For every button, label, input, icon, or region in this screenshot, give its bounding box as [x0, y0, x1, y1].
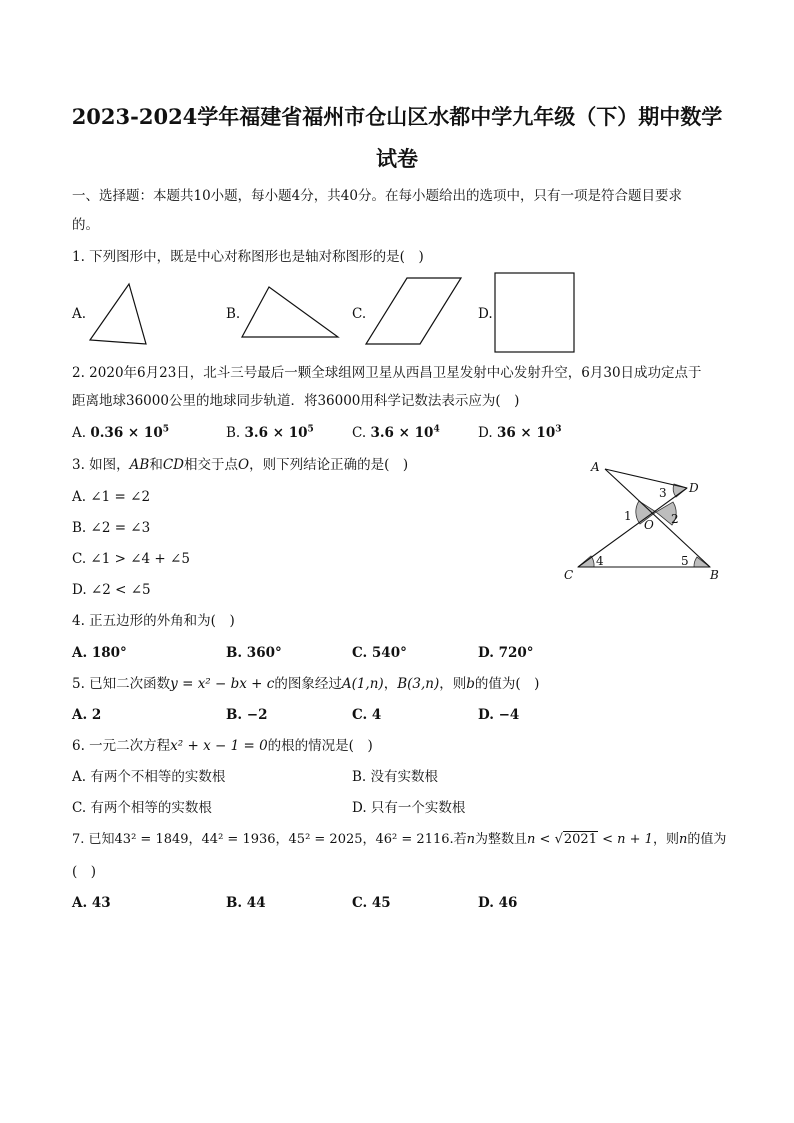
q7-stem-cont: ( ) [72, 864, 97, 880]
q6-stem: 6. 一元二次方程x² + x − 1 = 0的根的情况是( ) [72, 738, 373, 754]
q4-option-a[interactable]: A. 180° [72, 645, 127, 661]
q3-option-d[interactable]: D. ∠2 < ∠5 [72, 582, 151, 598]
q6-option-d[interactable]: D. 只有一个实数根 [352, 800, 466, 816]
q2-option-d[interactable]: D. $36 \times 10^3$ [478, 424, 562, 441]
label-c: C [564, 568, 574, 582]
q5-option-a[interactable]: A. 2 [72, 707, 102, 723]
q6-option-b[interactable]: B. 没有实数根 [352, 769, 439, 785]
label-o: O [644, 518, 654, 532]
label-angle-1: 1 [624, 509, 632, 523]
q1-stem: 1. 下列图形中，既是中心对称图形也是轴对称图形的是( ) [72, 249, 424, 265]
q1-option-b[interactable]: B. [226, 306, 241, 322]
q5-option-d[interactable]: D. −4 [478, 707, 520, 723]
q2-option-a[interactable]: A. $0.36 \times 10^5$ [72, 424, 169, 441]
label-b: B [710, 568, 719, 582]
q2-stem: 2. 2020年6月23日，北斗三号最后一颗全球组网卫星从西昌卫星发射中心发射升空，6月30日成功定点于 [72, 365, 702, 381]
segment-cd [578, 488, 687, 567]
q7-option-b[interactable]: B. 44 [226, 895, 266, 911]
q1-square-figure [494, 272, 576, 354]
q1-option-c[interactable]: C. [352, 306, 367, 322]
q5-option-b[interactable]: B. −2 [226, 707, 268, 723]
q4-option-c[interactable]: C. 540° [352, 645, 407, 661]
label-angle-5: 5 [681, 554, 689, 568]
q7-option-c[interactable]: C. 45 [352, 895, 391, 911]
page-title-cont: 试卷 [376, 146, 418, 171]
section-header: 一、选择题：本题共10小题，每小题4分，共40分。在每小题给出的选项中，只有一项是符合题目要求 [72, 188, 682, 204]
section-header-cont: 的。 [72, 217, 99, 233]
q5-stem: 5. 已知二次函数y = x² − bx + c的图象经过A(1,n)，B(3,n)，则b的值为( ) [72, 676, 540, 692]
q3-option-c[interactable]: C. ∠1 > ∠4 + ∠5 [72, 551, 190, 567]
q7-option-a[interactable]: A. 43 [72, 895, 111, 911]
q4-stem: 4. 正五边形的外角和为( ) [72, 613, 235, 629]
label-angle-3: 3 [659, 486, 667, 500]
q4-option-d[interactable]: D. 720° [478, 645, 534, 661]
q3-option-a[interactable]: A. ∠1 = ∠2 [72, 489, 151, 505]
q3-stem: 3. 如图，AB和CD相交于点O，则下列结论正确的是( ) [72, 457, 409, 473]
q6-option-c[interactable]: C. 有两个相等的实数根 [72, 800, 212, 816]
label-d: D [689, 481, 699, 495]
q2-option-b[interactable]: B. $3.6 \times 10^5$ [226, 424, 314, 441]
q7-stem: 7. 已知43² = 1849，44² = 1936，45² = 2025，46² = 2116.若n为整数且n < √2021 < n + 1，则n的值为 [72, 832, 727, 847]
segment-ad [605, 469, 687, 488]
q1-option-a[interactable]: A. [72, 306, 87, 322]
q5-option-c[interactable]: C. 4 [352, 707, 382, 723]
label-a: A [591, 460, 600, 474]
q7-option-d[interactable]: D. 46 [478, 895, 518, 911]
q3-option-b[interactable]: B. ∠2 = ∠3 [72, 520, 151, 536]
q1-triangle-a-figure [88, 282, 150, 346]
q1-option-d[interactable]: D. [478, 306, 493, 322]
q4-option-b[interactable]: B. 360° [226, 645, 282, 661]
q2-option-c[interactable]: C. $3.6 \times 10^4$ [352, 424, 440, 441]
q6-option-a[interactable]: A. 有两个不相等的实数根 [72, 769, 226, 785]
q3-geometry-figure [560, 455, 730, 585]
q2-stem-cont: 距离地球36000公里的地球同步轨道．将36000用科学记数法表示应为( ) [72, 393, 520, 409]
q1-parallelogram-figure [364, 276, 466, 348]
label-angle-4: 4 [596, 554, 604, 568]
q1-triangle-b-figure [240, 285, 342, 341]
label-angle-2: 2 [671, 512, 679, 526]
page-title: 2023-2024学年福建省福州市仓山区水都中学九年级（下）期中数学 [71, 104, 723, 129]
